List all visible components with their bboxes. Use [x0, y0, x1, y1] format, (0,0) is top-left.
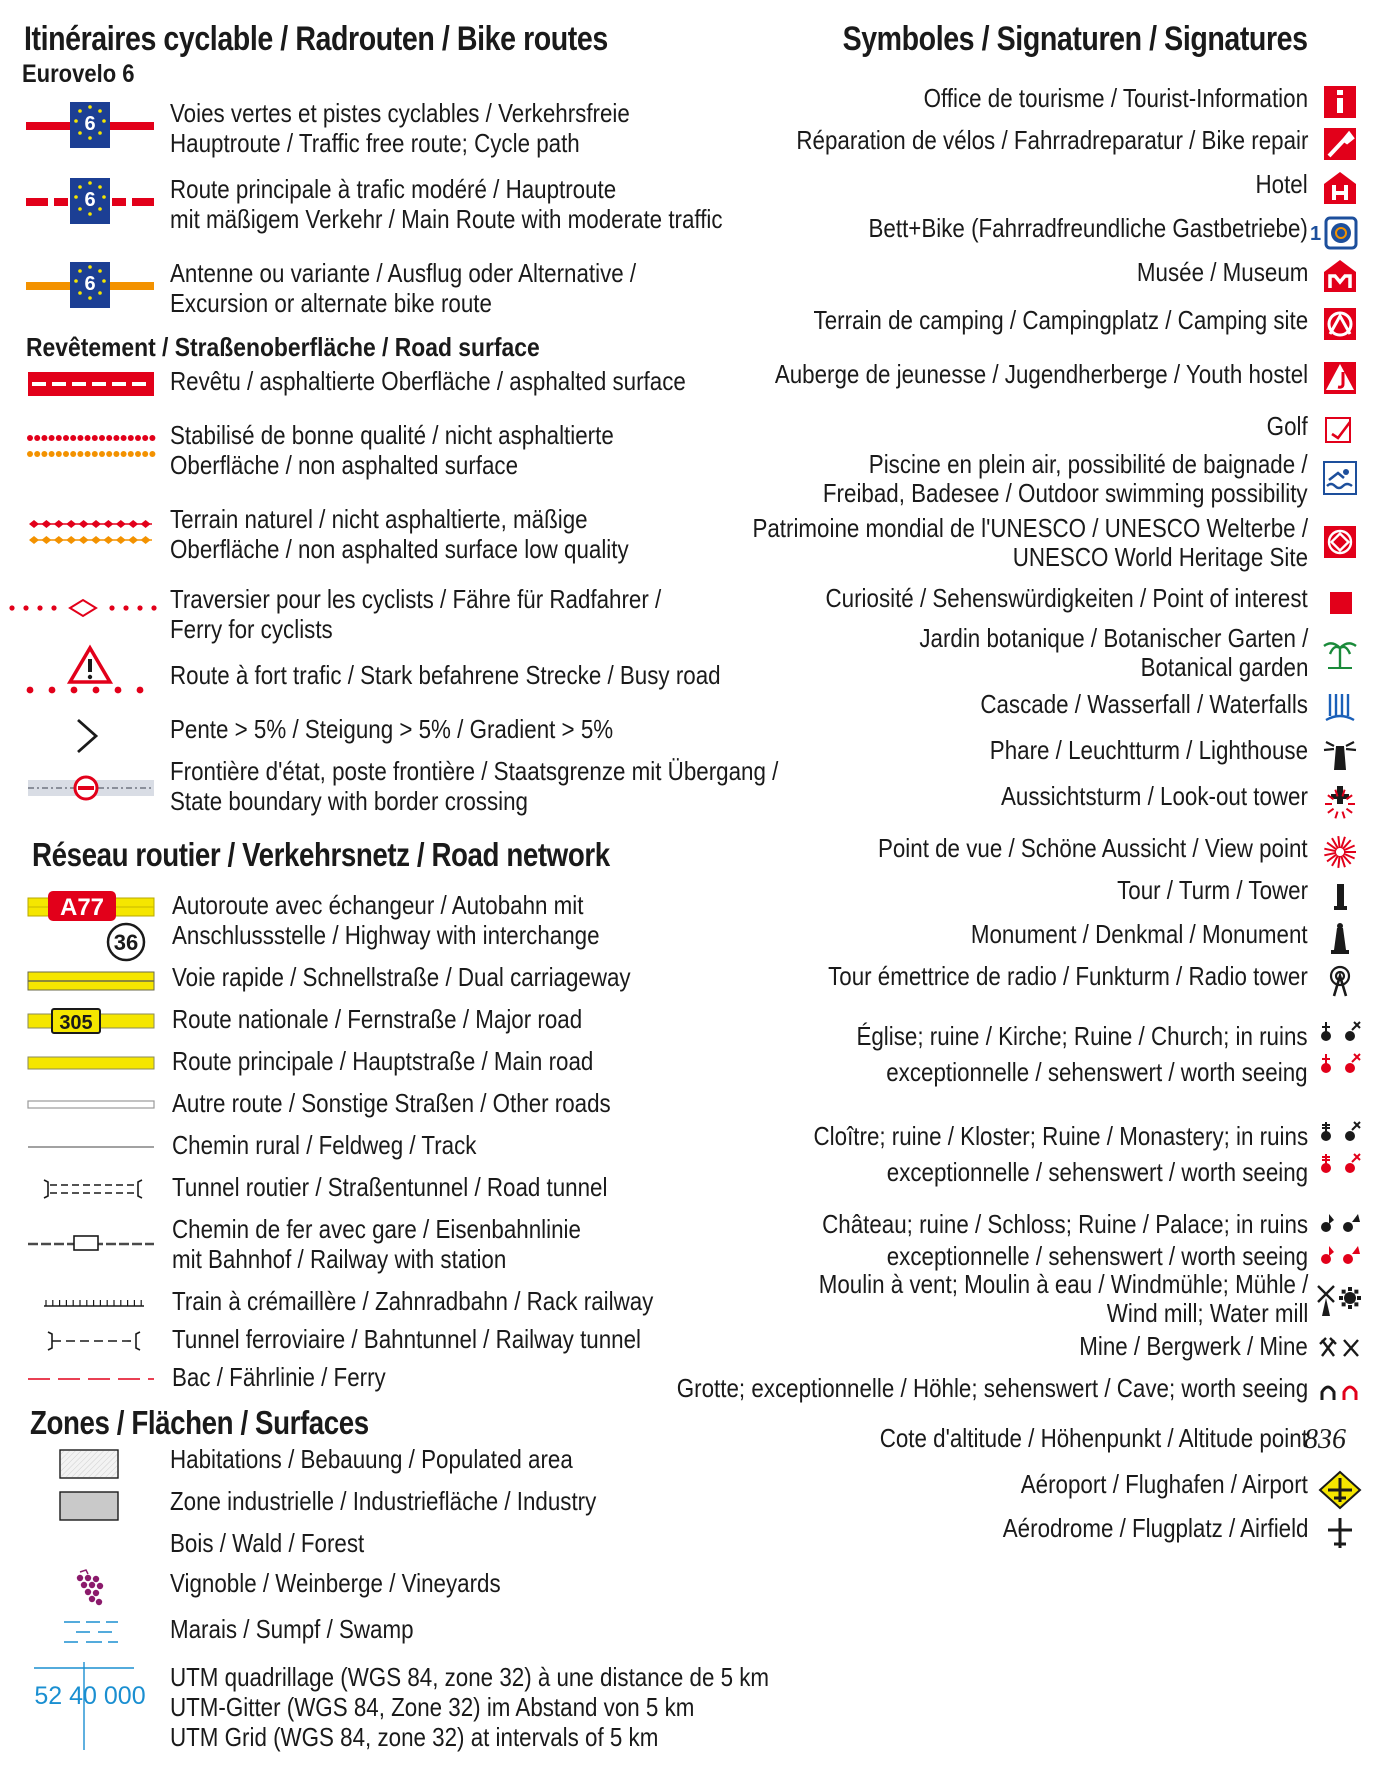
symbol-text-line1: Grotte; exceptionnelle / Höhle; sehenswert / Cave; worth seeing: [676, 1373, 1308, 1403]
bett-bike-number: 1: [1310, 223, 1322, 245]
lookout-tower-icon: [1316, 782, 1364, 822]
legend-text-line1: Bac / Fährlinie / Ferry: [172, 1362, 386, 1392]
symbol-highway: [14, 888, 154, 964]
airfield-icon: [1316, 1514, 1364, 1554]
lookout-tower-icon-graphic: [1316, 782, 1364, 822]
youth-hostel-icon-graphic: [1316, 360, 1364, 400]
hotel-icon: [1316, 170, 1364, 210]
symbol-traffic-free: [14, 98, 154, 158]
symbol-moderate-traffic: [14, 174, 154, 234]
legend-entry-ferry: [14, 1362, 774, 1396]
symbol-text-line1: Jardin botanique / Botanischer Garten /: [918, 623, 1308, 653]
symbol-text-line2: Botanical garden: [1140, 652, 1308, 682]
legend-text-line1: Frontière d'état, poste frontière / Staatsgrenze mit Übergang /: [170, 756, 779, 786]
zones-header: Zones / Flächen / Surfaces: [30, 1404, 369, 1441]
road-surface-header: Revêtement / Straßenoberfläche / Road surface: [26, 332, 540, 362]
airport-icon: [1316, 1470, 1364, 1510]
symbol-text-line1: Mine / Bergwerk / Mine: [1079, 1331, 1308, 1361]
point-of-interest-icon-graphic: [1316, 584, 1364, 624]
major-road-number: 305: [59, 1012, 93, 1034]
bike-routes-header: Itinéraires cyclable / Radrouten / Bike routes: [24, 20, 608, 58]
symbol-busy-road: [14, 646, 154, 696]
legend-text-line1: Revêtu / asphaltierte Oberfläche / asphalted surface: [170, 366, 686, 396]
palm-tree-icon-graphic: [1316, 634, 1364, 674]
symbol-dual-carriageway: [14, 962, 154, 996]
legend-text-line2: mit Bahnhof / Railway with station: [172, 1244, 507, 1274]
legend-text-line1: Voies vertes et pistes cyclables / Verkehrsfreie: [170, 98, 630, 128]
symbol-ferry: [14, 1362, 154, 1396]
legend-text-line2: Hauptroute / Traffic free route; Cycle path: [170, 128, 580, 158]
symbol-low-quality: [14, 504, 154, 564]
legend-text-line2: Ferry for cyclists: [170, 614, 333, 644]
legend-text-line1: Autoroute avec échangeur / Autobahn mit: [172, 890, 584, 920]
symbol-text-line1: Patrimoine mondial de l'UNESCO / UNESCO Welterbe /: [752, 513, 1308, 543]
legend-text-line2: UTM-Gitter (WGS 84, Zone 32) im Abstand von 5 km: [170, 1692, 695, 1722]
monastery-icon-graphic: [1316, 1118, 1364, 1182]
legend-text-line2: State boundary with border crossing: [170, 786, 528, 816]
symbol-utm: [14, 1662, 154, 1754]
legend-entry-forest: [14, 1528, 774, 1568]
eurovelo-number: 6: [84, 113, 96, 135]
legend-right-column: [676, 0, 1376, 1769]
legend-text-line1: Voie rapide / Schnellstraße / Dual carriageway: [172, 962, 631, 992]
symbol-text-line1: Terrain de camping / Campingplatz / Camping site: [813, 305, 1308, 335]
symbol-text-line1: Cote d'altitude / Höhenpunkt / Altitude point: [879, 1423, 1308, 1453]
castle-icon-graphic: [1316, 1208, 1364, 1272]
camping-icon-graphic: [1316, 306, 1364, 346]
monastery-icon: [1316, 1118, 1364, 1182]
symbol-text-line1: Cascade / Wasserfall / Waterfalls: [980, 689, 1308, 719]
symbol-text-line2: Freibad, Badesee / Outdoor swimming possibility: [823, 478, 1308, 508]
legend-entry-rack-railway: [14, 1286, 774, 1320]
eurovelo-number: 6: [84, 189, 96, 211]
view-point-icon-graphic: [1316, 834, 1364, 874]
legend-entry-non-asphalted: [14, 420, 774, 480]
symbol-other-roads: [14, 1088, 154, 1122]
cave-icon: [1316, 1374, 1364, 1414]
symbol-text-line2: exceptionnelle / sehenswert / worth seeing: [886, 1057, 1308, 1087]
eurovelo-label: Eurovelo 6: [22, 60, 135, 88]
bett-bike-icon-graphic: [1312, 214, 1364, 254]
palm-tree-icon: [1316, 634, 1364, 674]
legend-entry-vineyards: [14, 1568, 774, 1612]
cave-icon-graphic: [1316, 1374, 1364, 1414]
hotel-icon-graphic: [1316, 170, 1364, 210]
symbol-text-line1: Curiosité / Sehenswürdigkeiten / Point of interest: [825, 583, 1308, 613]
legend-text-line1: Route principale / Hauptstraße / Main road: [172, 1046, 594, 1076]
airport-icon-graphic: [1316, 1470, 1364, 1510]
symbol-major-road: [14, 1004, 154, 1038]
legend-entry-border: [14, 756, 779, 818]
church-icon: [1316, 1018, 1364, 1082]
symbol-text-line1: Cloître; ruine / Kloster; Ruine / Monastery; in ruins: [813, 1121, 1308, 1151]
legend-text-line1: Zone industrielle / Industriefläche / Industry: [170, 1486, 597, 1516]
tourist-info-icon-graphic: [1316, 84, 1364, 124]
chevron-right-icon: [78, 720, 96, 752]
altitude-icon-graphic: [1304, 1424, 1364, 1464]
legend-left-column: [14, 0, 779, 1769]
symbol-text-line1: Phare / Leuchtturm / Lighthouse: [989, 735, 1308, 765]
legend-entry-industry: [14, 1486, 774, 1526]
lighthouse-icon: [1316, 736, 1364, 776]
windmill-icon-graphic: [1316, 1280, 1364, 1320]
legend-entry-traffic-free: [14, 98, 774, 160]
road-network-header: Réseau routier / Verkehrsnetz / Road network: [32, 836, 610, 873]
symbol-text-line1: Aérodrome / Flugplatz / Airfield: [1002, 1513, 1308, 1543]
symbol-text-line1: Tour / Turm / Tower: [1117, 875, 1308, 905]
mine-icon-graphic: [1316, 1332, 1364, 1372]
legend-entry-populated: [14, 1444, 774, 1484]
symbol-industry: [14, 1486, 154, 1526]
swimming-icon: [1316, 460, 1364, 500]
symbol-text-line1: Château; ruine / Schloss; Ruine / Palace; in ruins: [822, 1209, 1308, 1239]
symbol-railway: [14, 1214, 154, 1276]
symbol-text-line1: Tour émettrice de radio / Funkturm / Radio tower: [828, 961, 1308, 991]
legend-text-line1: Tunnel ferroviaire / Bahntunnel / Railway tunnel: [172, 1324, 641, 1354]
symbol-text-line1: Aussichtsturm / Look-out tower: [1001, 781, 1308, 811]
unesco-icon-graphic: [1316, 524, 1364, 564]
symbol-text-line1: Golf: [1266, 411, 1308, 441]
symbol-text-line1: Bett+Bike (Fahrradfreundliche Gastbetriebe): [868, 213, 1308, 243]
utm-value: 52 40 000: [34, 1682, 146, 1710]
legend-text-line1: Tunnel routier / Straßentunnel / Road tunnel: [172, 1172, 608, 1202]
unesco-icon: [1316, 524, 1364, 564]
monument-icon: [1316, 920, 1364, 960]
legend-text-line1: Antenne ou variante / Ausflug oder Alternative /: [170, 258, 637, 288]
waterfall-icon-graphic: [1316, 690, 1364, 730]
legend-text-line1: Habitations / Bebauung / Populated area: [170, 1444, 573, 1474]
windmill-icon: [1316, 1280, 1364, 1320]
legend-entry-low-quality: [14, 504, 774, 564]
mine-icon: [1316, 1332, 1364, 1372]
symbol-track: [14, 1130, 154, 1164]
symbol-text-line1: Office de tourisme / Tourist-Information: [923, 83, 1308, 113]
legend-text-line1: Train à crémaillère / Zahnradbahn / Rack railway: [172, 1286, 654, 1316]
museum-icon-graphic: [1316, 258, 1364, 298]
lighthouse-icon-graphic: [1316, 736, 1364, 776]
legend-text-line1: Traversier pour les cyclists / Fähre für Radfahrer /: [170, 584, 662, 614]
legend-entry-utm: [14, 1662, 774, 1754]
symbol-text-line1: Aéroport / Flughafen / Airport: [1020, 1469, 1308, 1499]
altitude-value: 836: [1304, 1424, 1346, 1455]
symbol-text-line1: Auberge de jeunesse / Jugendherberge / Youth hostel: [774, 359, 1308, 389]
airfield-icon-graphic: [1316, 1514, 1364, 1554]
radio-tower-icon: [1316, 962, 1364, 1002]
symbol-text-line1: Hotel: [1255, 169, 1308, 199]
legend-text-line3: UTM Grid (WGS 84, zone 32) at intervals of 5 km: [170, 1722, 659, 1752]
legend-text-line2: Anschlussstelle / Highway with interchange: [172, 920, 600, 950]
legend-text-line2: Oberfläche / non asphalted surface: [170, 450, 519, 480]
legend-text-line2: mit mäßigem Verkehr / Main Route with moderate traffic: [170, 204, 723, 234]
symbol-road-tunnel: [14, 1172, 154, 1206]
symbol-text-line1: Point de vue / Schöne Aussicht / View point: [878, 833, 1308, 863]
legend-entry-cyclist-ferry: [14, 584, 774, 644]
church-icon-graphic: [1316, 1018, 1364, 1082]
radio-tower-icon-graphic: [1316, 962, 1364, 1002]
bett-bike-icon: [1312, 214, 1364, 254]
legend-entry-gradient: [14, 714, 774, 754]
bike-repair-icon-graphic: [1316, 126, 1364, 166]
symbol-asphalted: [14, 366, 154, 402]
legend-entry-highway: [14, 888, 774, 964]
legend-entry-alternate-route: [14, 258, 774, 322]
legend-text-line1: Route nationale / Fernstraße / Major road: [172, 1004, 583, 1034]
symbol-text-line1: Piscine en plein air, possibilité de baignade /: [869, 449, 1308, 479]
legend-text-line1: Vignoble / Weinberge / Vineyards: [170, 1568, 501, 1598]
symbol-text-line2: exceptionnelle / sehenswert / worth seeing: [886, 1241, 1308, 1271]
legend-entry-track: [14, 1130, 774, 1164]
legend-text-line1: Route principale à trafic modéré / Hauptroute: [170, 174, 617, 204]
legend-text-line1: Stabilisé de bonne qualité / nicht asphaltierte: [170, 420, 614, 450]
museum-icon: [1316, 258, 1364, 298]
legend-entry-other-roads: [14, 1088, 774, 1122]
symbol-vineyards: [14, 1568, 154, 1612]
legend-entry-railway-tunnel: [14, 1324, 774, 1358]
legend-text-line1: Autre route / Sonstige Straßen / Other roads: [172, 1088, 611, 1118]
legend-entry-swamp: [14, 1614, 774, 1654]
tower-icon-graphic: [1316, 876, 1364, 916]
legend-entry-railway: [14, 1214, 774, 1276]
golf-icon-graphic: [1316, 412, 1364, 452]
point-of-interest-icon: [1316, 584, 1364, 624]
tourist-info-icon: [1316, 84, 1364, 124]
symbol-populated: [14, 1444, 154, 1484]
grape-icon: [14, 1568, 154, 1612]
symbol-gradient: [14, 714, 154, 754]
legend-text-line1: UTM quadrillage (WGS 84, zone 32) à une distance de 5 km: [170, 1662, 770, 1692]
legend-text-line1: Chemin rural / Feldweg / Track: [172, 1130, 477, 1160]
legend-text-line2: Oberfläche / non asphalted surface low quality: [170, 534, 629, 564]
tower-icon: [1316, 876, 1364, 916]
symbol-text-line1: Monument / Denkmal / Monument: [971, 919, 1308, 949]
legend-text-line2: Excursion or alternate bike route: [170, 288, 492, 318]
legend-text-line1: Marais / Sumpf / Swamp: [170, 1614, 414, 1644]
legend-entry-major-road: [14, 1004, 774, 1038]
legend-text-line1: Route à fort trafic / Stark befahrene Strecke / Busy road: [170, 660, 721, 690]
eurovelo-number: 6: [84, 273, 96, 295]
legend-entry-road-tunnel: [14, 1172, 774, 1206]
legend-text-line1: Terrain naturel / nicht asphaltierte, mäßige: [170, 504, 588, 534]
view-point-icon: [1316, 834, 1364, 874]
symbol-text-line2: UNESCO World Heritage Site: [1012, 542, 1308, 572]
symbols-header: Symboles / Signaturen / Signatures: [842, 20, 1308, 58]
swimming-icon-graphic: [1316, 460, 1364, 500]
legend-entry-asphalted: [14, 366, 774, 402]
legend-text-line1: Chemin de fer avec gare / Eisenbahnlinie: [172, 1214, 581, 1244]
symbol-text-line1: Moulin à vent; Moulin à eau / Windmühle; Mühle /: [818, 1269, 1308, 1299]
symbol-text-line1: Église; ruine / Kirche; Ruine / Church; in ruins: [856, 1021, 1308, 1051]
legend-text-line1: Pente > 5% / Steigung > 5% / Gradient > 5%: [170, 714, 614, 744]
legend-entry-moderate-traffic: [14, 174, 774, 238]
symbol-alternate-route: [14, 258, 154, 318]
symbol-text-line2: exceptionnelle / sehenswert / worth seeing: [886, 1157, 1308, 1187]
symbol-swamp: [14, 1614, 154, 1654]
highway-number: A77: [59, 894, 105, 921]
altitude-icon: [1304, 1424, 1364, 1464]
legend-entry-main-road: [14, 1046, 774, 1080]
monument-icon-graphic: [1316, 920, 1364, 960]
golf-icon: [1316, 412, 1364, 452]
symbol-border: [14, 756, 154, 816]
symbol-non-asphalted: [14, 420, 154, 480]
bike-repair-icon: [1316, 126, 1364, 166]
symbol-text-line2: Wind mill; Water mill: [1106, 1298, 1308, 1328]
interchange-number: 36: [113, 930, 139, 955]
youth-hostel-icon: [1316, 360, 1364, 400]
symbol-cyclist-ferry: [8, 584, 148, 644]
legend-entry-dual-carriageway: [14, 962, 774, 996]
waterfall-icon: [1316, 690, 1364, 730]
symbol-rack-railway: [14, 1286, 154, 1320]
castle-icon: [1316, 1208, 1364, 1272]
symbol-text-line1: Réparation de vélos / Fahrradreparatur / Bike repair: [795, 125, 1308, 155]
legend-text-line1: Bois / Wald / Forest: [170, 1528, 365, 1558]
symbol-text-line1: Musée / Museum: [1136, 257, 1308, 287]
legend-entry-busy-road: [14, 646, 774, 696]
symbol-railway-tunnel: [14, 1324, 154, 1358]
camping-icon: [1316, 306, 1364, 346]
symbol-main-road: [14, 1046, 154, 1080]
